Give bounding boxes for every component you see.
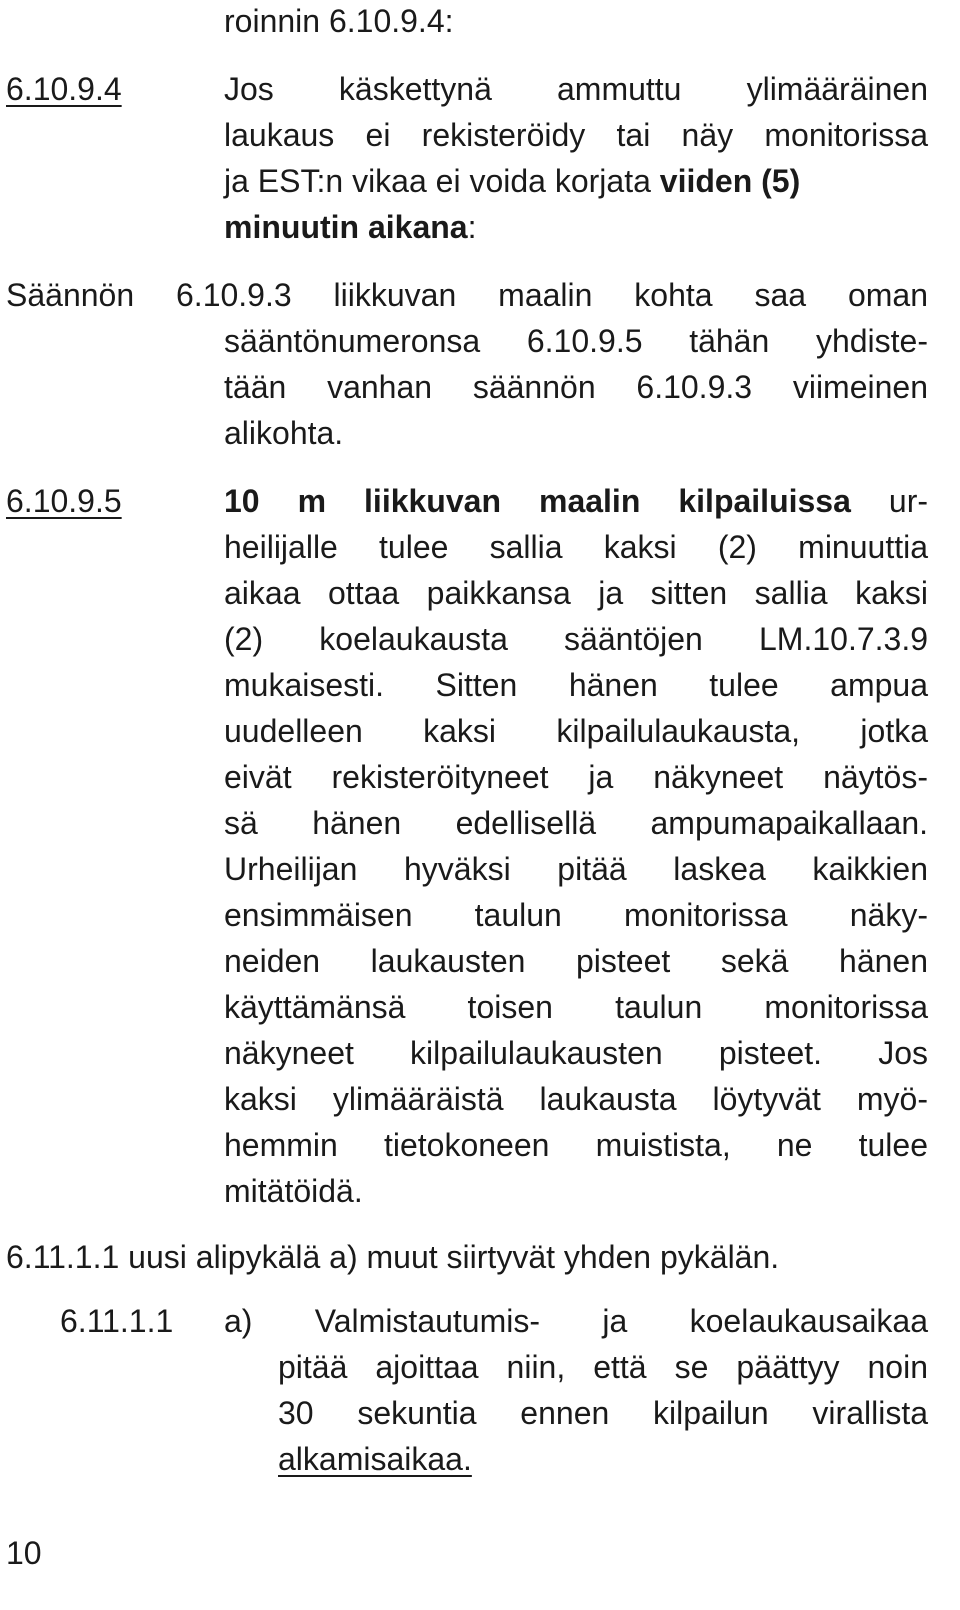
- note-line-3: tään vanhan säännön 6.10.9.3 viimeinen: [224, 369, 928, 405]
- rule-6-11-1-1-line-4: alkamisaikaa.: [278, 1441, 472, 1477]
- rule-number-6-10-9-5: 6.10.9.5: [6, 483, 122, 519]
- rule-6-10-9-4-line-2: laukaus ei rekisteröidy tai näy monitorissa: [224, 117, 928, 153]
- rule-6-10-9-5-line-9: Urheilijan hyväksi pitää laskea kaikkien: [224, 851, 928, 887]
- rule-6-10-9-5-line-2: heilijalle tulee sallia kaksi (2) minuuttia: [224, 529, 928, 565]
- rule-6-10-9-5-line-5: mukaisesti. Sitten hänen tulee ampua: [224, 667, 928, 703]
- rule-6-11-1-1-line-1: a) Valmistautumis- ja koelaukausaikaa: [224, 1303, 928, 1339]
- page-number: 10: [6, 1535, 42, 1571]
- rule-6-10-9-5-line-1: 10 m liikkuvan maalin kilpailuissa ur-: [224, 483, 929, 519]
- rule-6-10-9-5-line-13: näkyneet kilpailulaukausten pisteet. Jos: [224, 1035, 928, 1071]
- rule-6-11-1-1-line-2: pitää ajoittaa niin, että se päättyy noin: [278, 1349, 928, 1385]
- rule-6-10-9-5-line-14: kaksi ylimääräistä laukausta löytyvät myö-: [224, 1081, 928, 1117]
- intro-line: roinnin 6.10.9.4:: [224, 3, 454, 39]
- note-line-2: sääntönumeronsa 6.10.9.5 tähän yhdiste-: [224, 323, 928, 359]
- rule-6-10-9-5-line-7: eivät rekisteröityneet ja näkyneet näytös-: [224, 759, 928, 795]
- rule-6-11-1-1-line-3: 30 sekuntia ennen kilpailun virallista: [278, 1395, 928, 1431]
- rule-6-10-9-4-line-4: minuutin aikana:: [224, 209, 477, 245]
- rule-6-10-9-5-line-12: käyttämänsä toisen taulun monitorissa: [224, 989, 928, 1025]
- rule-6-10-9-5-line-15: hemmin tietokoneen muistista, ne tulee: [224, 1127, 928, 1163]
- rule-6-10-9-5-line-16: mitätöidä.: [224, 1173, 363, 1209]
- rule-6-10-9-5-line-3: aikaa ottaa paikkansa ja sitten sallia kaksi: [224, 575, 928, 611]
- rule-number-6-11-1-1: 6.11.1.1: [60, 1303, 174, 1339]
- rule-6-10-9-4-line-1: Jos käskettynä ammuttu ylimääräinen: [224, 71, 928, 107]
- rule-6-10-9-5-line-10: ensimmäisen taulun monitorissa näky-: [224, 897, 928, 933]
- rule-6-10-9-5-line-6: uudelleen kaksi kilpailulaukausta, jotka: [224, 713, 928, 749]
- rule-number-6-10-9-4: 6.10.9.4: [6, 71, 122, 107]
- note-lead-line: Säännön 6.10.9.3 liikkuvan maalin kohta saa oman: [6, 277, 928, 313]
- note-line-4: alikohta.: [224, 415, 344, 451]
- rule-6-10-9-4-line-3: ja EST:n vikaa ei voida korjata viiden (5): [224, 163, 801, 199]
- rule-6-10-9-5-line-11: neiden laukausten pisteet sekä hänen: [224, 943, 928, 979]
- note-6-11-1-1: 6.11.1.1 uusi alipykälä a) muut siirtyvät yhden pykälän.: [6, 1239, 780, 1275]
- rule-6-10-9-5-line-8: sä hänen edellisellä ampumapaikallaan.: [224, 805, 928, 841]
- rule-6-10-9-5-line-4: (2) koelaukausta sääntöjen LM.10.7.3.9: [224, 621, 928, 657]
